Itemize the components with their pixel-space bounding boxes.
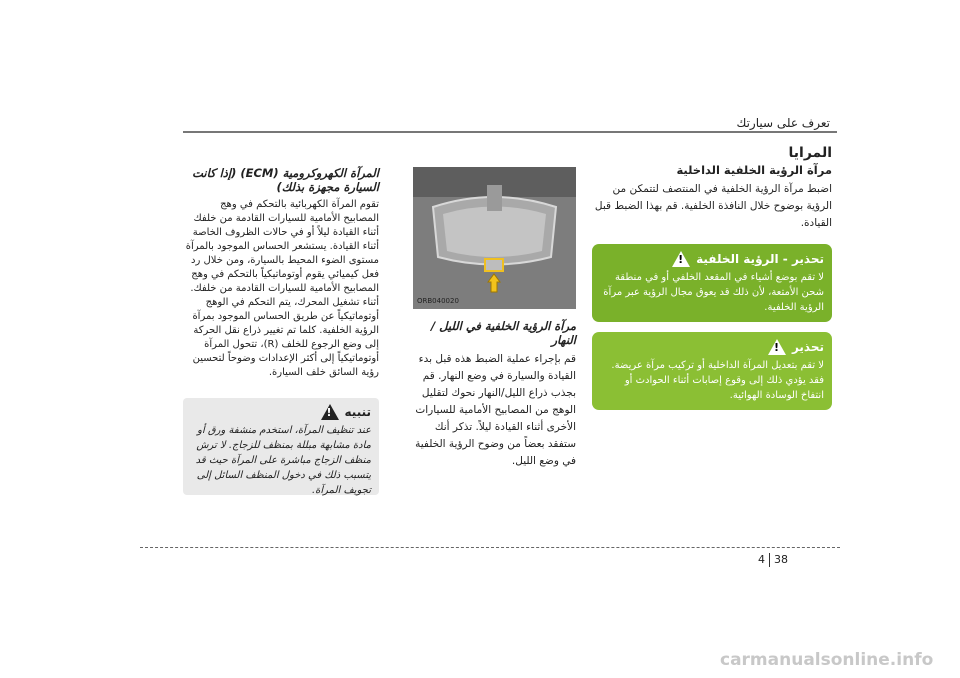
column-ecm-mirror: [183, 166, 379, 380]
warning-icon: !: [672, 251, 690, 267]
warning-box-mirror: [592, 332, 832, 410]
page-number: [758, 553, 788, 567]
warning2-text: لا تقم بتعديل المرآة الداخلية أو تركيب مرآة عريضة. فقد يؤدي ذلك إلى وقوع إصابات أثناء الحوادث أو انتفاخ الوسادة الهوائية.: [611, 360, 824, 401]
warning1-title-row: [600, 251, 824, 267]
figure-code: ORB040020: [417, 297, 459, 305]
warning1-text: لا تقم بوضع أشياء في المقعد الخلفي أو في منطقة شحن الأمتعة، لأن ذلك قد يعوق مجال الرؤية عبر مرآة الرؤية الخلفية.: [603, 272, 824, 313]
section-heading: المرايا: [788, 145, 832, 161]
col3-paragraph: تقوم المرآة الكهربائية بالتحكم في وهج المصابيح الأمامية للسيارات القادمة من خلفك أثناء القيادة ليلاً أو في حالات الظروف الخاصة أثناء القيادة. يستشعر الحساس الموجود بالمرآة مستوى الضوء المحيط بالسيارة، ومن خلال رد فعل كيميائي يقوم أوتوماتيكياً بالتحكم في وهج المصابيح الأمامية للسيارات القادمة من خلفك. أثناء تشغيل المحرك، يتم التحكم في الوهج أوتوماتيكياً عن طريق الحساس الموجود بمرآة الرؤية الخلفية. كلما تم تغيير ذراع نقل الحركة إلى وضع الرجوع للخلف (R)، تتحول المرآة أوتوماتيكياً إلى أكثر الإعدادات وضوحاً لتحسين رؤية السائق خلف السيارة.: [185, 199, 379, 378]
page-divider: [769, 553, 770, 567]
warning2-title: تحذير: [791, 340, 824, 354]
col2-subheading: مرآة الرؤية الخلفية في الليل / النهار: [430, 319, 576, 347]
warning-icon: !: [768, 339, 786, 355]
warning-box-rear-visibility: [592, 244, 832, 322]
col3-subheading: المرآة الكهروكرومية (ECM) (إذا كانت السيارة مجهزة بذلك): [192, 166, 379, 194]
caution-title-row: [191, 404, 371, 420]
col2-paragraph: قم بإجراء عملية الضبط هذه قبل بدء القيادة والسيارة في وضع النهار. قم بجذب ذراع الليل/النهار نحوك لتقليل الوهج من المصابيح الأمامية للسيارات الأخرى أثناء القيادة ليلاً. تذكر أنك ستفقد بعضاً من وضوح الرؤية الخلفية في وضع الليل.: [415, 353, 576, 467]
caution-box: [183, 398, 379, 495]
col1-subheading: مرآة الرؤية الخلفية الداخلية: [676, 163, 832, 177]
header-rule: [183, 131, 837, 133]
col1-paragraph: اضبط مرآة الرؤية الخلفية في المنتصف لتتمكن من الرؤية بوضوح خلال النافذة الخلفية. قم بهذا الضبط قبل القيادة.: [594, 183, 832, 229]
warning1-title: تحذير - الرؤية الخلفية: [696, 252, 824, 266]
column-day-night-mirror: [413, 319, 576, 470]
chapter-number: 4: [758, 553, 765, 566]
column-interior-mirror: [592, 163, 832, 410]
footer-rule: [140, 547, 840, 548]
warning2-title-row: [600, 339, 824, 355]
caution-text: عند تنظيف المرآة، استخدم منشفة ورق أو مادة مشابهة مبللة بمنظف للزجاج. لا ترش منظف الزجاج مباشرة على المرآة حيث قد يتسبب ذلك في دخول المنظف السائل إلى تجويف المرآة.: [195, 425, 371, 496]
watermark: carmanualsonline.info: [720, 650, 934, 670]
caution-icon: !: [321, 404, 339, 420]
rearview-mirror-photo: [413, 167, 576, 309]
mirror-illustration: [413, 167, 576, 309]
page-number-value: 38: [774, 553, 788, 566]
caution-title: تنبيه: [344, 405, 371, 419]
page-header-title: تعرف على سيارتك: [736, 116, 830, 130]
